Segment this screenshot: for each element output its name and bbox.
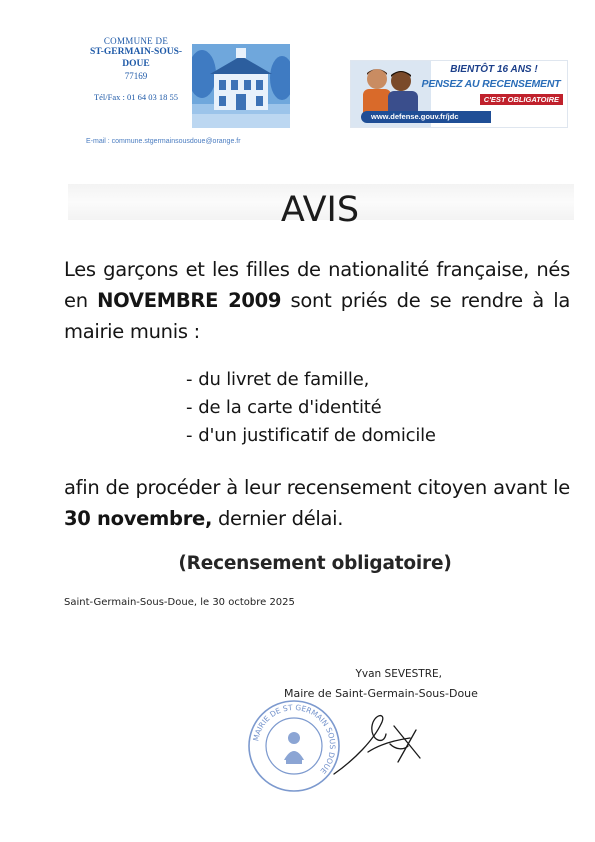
required-documents-list	[186, 366, 436, 450]
deadline-date: 30 novembre,	[64, 507, 213, 530]
list-item-text: du livret de famille,	[198, 369, 370, 390]
census-banner	[350, 60, 568, 128]
list-item-text: d'un justificatif de domicile	[198, 425, 436, 446]
commune-letterhead	[78, 36, 194, 103]
place-and-date: Saint-Germain-Sous-Doue, le 30 octobre 2025	[64, 597, 295, 608]
list-bullet: -	[186, 369, 193, 390]
mayor-name: Yvan SEVESTRE,	[355, 668, 442, 680]
list-bullet: -	[186, 397, 193, 418]
notice-title: AVIS	[280, 190, 360, 230]
commune-phone: Tél/Fax : 01 64 03 18 55	[93, 92, 179, 103]
list-item-text: de la carte d'identité	[198, 397, 382, 418]
list-item	[186, 394, 436, 422]
list-item	[186, 366, 436, 394]
commune-name: ST-GERMAIN-SOUS-DOUE	[89, 47, 183, 70]
list-bullet: -	[186, 425, 193, 446]
para2-text-end: dernier délai.	[212, 507, 344, 530]
birth-month: NOVEMBRE 2009	[97, 289, 282, 312]
stamp-text: MAIRIE DE ST GERMAIN SOUS DOUE	[251, 702, 338, 776]
mayor-signature	[324, 700, 434, 780]
para1-text-start: Les garçons et les filles de nationalité française, nés en	[64, 258, 570, 312]
marianne-icon	[284, 732, 304, 764]
para1-text-end: sont priés de se rendre à la mairie munis :	[64, 289, 570, 343]
commune-email: E-mail : commune.stgermainsousdoue@orange.fr	[86, 138, 241, 145]
notice-paragraph-1	[64, 254, 570, 347]
mandatory-note: (Recensement obligatoire)	[178, 553, 452, 574]
banner-headline: BIENTÔT 16 ANS !	[450, 64, 538, 75]
banner-mandatory-tag: C'EST OBLIGATOIRE	[480, 94, 563, 105]
banner-url: www.defense.gouv.fr/jdc	[361, 111, 491, 123]
list-item	[186, 422, 436, 450]
mayor-title: Maire de Saint-Germain-Sous-Doue	[284, 687, 478, 700]
notice-paragraph-2	[64, 472, 570, 534]
commune-label: COMMUNE DE	[103, 36, 169, 46]
para2-text-start: afin de procéder à leur recensement citoyen avant le	[64, 476, 570, 499]
town-hall-image	[192, 44, 290, 128]
commune-postcode: 77169	[124, 71, 148, 81]
banner-subheadline: PENSEZ AU RECENSEMENT	[421, 78, 561, 90]
